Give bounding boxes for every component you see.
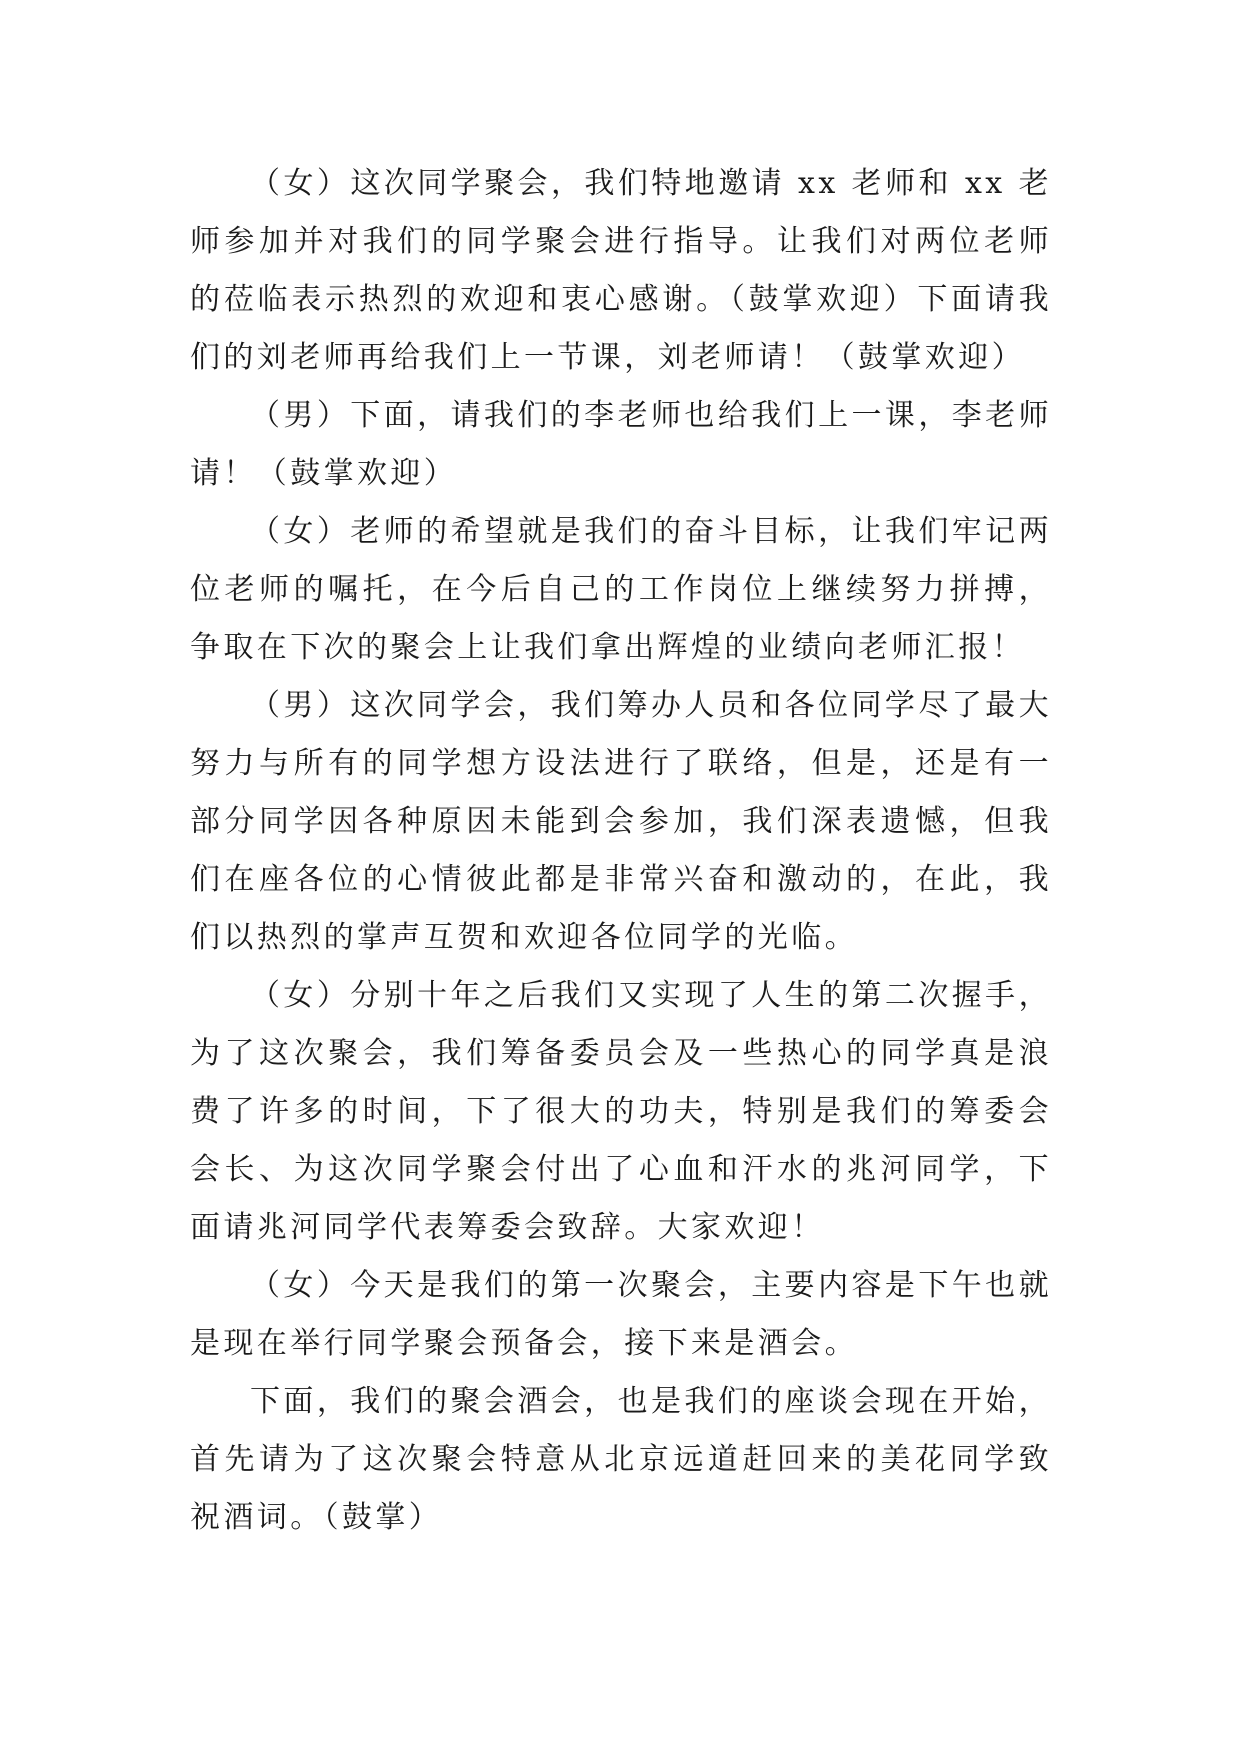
paragraph-4: （男）这次同学会，我们筹办人员和各位同学尽了最大努力与所有的同学想方设法进行了联络，但是，还是有一部分同学因各种原因未能到会参加，我们深表遗憾，但我们在座各位的心情彼此都是非常兴奋和激动的，在此，我们以热烈的掌声互贺和欢迎各位同学的光临。 — [190, 688, 1052, 955]
paragraph-3: （女）老师的希望就是我们的奋斗目标，让我们牢记两位老师的嘱托，在今后自己的工作岗位上继续努力拼搏，争取在下次的聚会上让我们拿出辉煌的业绩向老师汇报！ — [190, 514, 1052, 665]
document-body — [190, 155, 1052, 1547]
paragraph-7: 下面，我们的聚会酒会，也是我们的座谈会现在开始，首先请为了这次聚会特意从北京远道赶回来的美花同学致祝酒词。（鼓掌） — [190, 1384, 1052, 1535]
paragraph-1: （女）这次同学聚会，我们特地邀请 xx 老师和 xx 老师参加并对我们的同学聚会进行指导。让我们对两位老师的莅临表示热烈的欢迎和衷心感谢。（鼓掌欢迎）下面请我们的刘老师再给我们上一节课，刘老师请！（鼓掌欢迎） — [190, 166, 1052, 375]
paragraph-6: （女）今天是我们的第一次聚会，主要内容是下午也就是现在举行同学聚会预备会，接下来是酒会。 — [190, 1268, 1052, 1361]
paragraph-5: （女）分别十年之后我们又实现了人生的第二次握手，为了这次聚会，我们筹备委员会及一些热心的同学真是浪费了许多的时间，下了很大的功夫，特别是我们的筹委会会长、为这次同学聚会付出了心血和汗水的兆河同学，下面请兆河同学代表筹委会致辞。大家欢迎！ — [190, 978, 1052, 1245]
paragraph-2: （男）下面，请我们的李老师也给我们上一课，李老师请！（鼓掌欢迎） — [190, 398, 1052, 491]
